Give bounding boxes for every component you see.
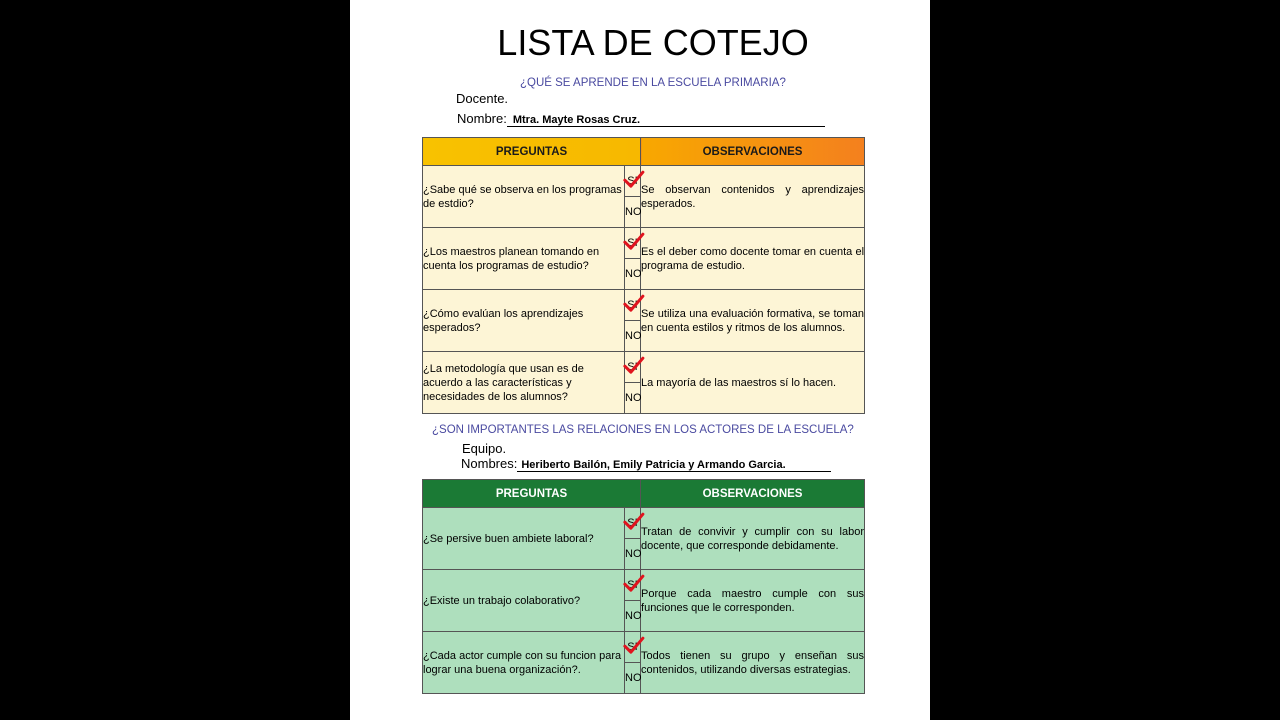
- section1-name-label: Nombre:: [457, 111, 507, 126]
- no-option-cell[interactable]: [625, 383, 641, 414]
- no-label: NO: [625, 548, 642, 560]
- no-label: NO: [625, 206, 642, 218]
- no-option-cell[interactable]: [625, 197, 641, 228]
- yes-option-cell[interactable]: [625, 166, 641, 197]
- no-option-cell[interactable]: [625, 663, 641, 694]
- no-label: NO: [625, 392, 642, 404]
- yes-option-cell[interactable]: [625, 508, 641, 539]
- document-title: LISTA DE COTEJO: [497, 22, 809, 63]
- observation-cell: Porque cada maestro cumple con sus funciones que le corresponden.: [641, 570, 865, 632]
- question-cell: ¿La metodología que usan es de acuerdo a las características y necesidades de los alumnos?: [423, 352, 625, 414]
- question-cell: ¿Cómo evalúan los aprendizajes esperados?: [423, 290, 625, 352]
- yes-label: SI: [627, 641, 638, 653]
- observation-cell: Es el deber como docente tomar en cuenta el programa de estudio.: [641, 228, 865, 290]
- question-cell: ¿Se persive buen ambiete laboral?: [423, 508, 625, 570]
- section2-subtitle: ¿SON IMPORTANTES LAS RELACIONES EN LOS ACTORES DE LA ESCUELA?: [432, 424, 854, 436]
- section2-name-label: Nombres:: [461, 456, 518, 471]
- section1-name-value: Mtra. Mayte Rosas Cruz.: [507, 114, 825, 127]
- yes-label: SI: [627, 579, 638, 591]
- no-label: NO: [625, 672, 642, 684]
- header-questions: PREGUNTAS: [423, 480, 641, 508]
- section1-name-line: [457, 111, 825, 127]
- yes-label: SI: [627, 237, 638, 249]
- no-option-cell[interactable]: [625, 259, 641, 290]
- yes-label: SI: [627, 299, 638, 311]
- section2-checklist-table: [422, 479, 865, 694]
- yes-option-cell[interactable]: [625, 352, 641, 383]
- question-cell: ¿Sabe qué se observa en los programas de estdio?: [423, 166, 625, 228]
- yes-label: SI: [627, 361, 638, 373]
- yes-option-cell[interactable]: [625, 632, 641, 663]
- table-row: [423, 632, 865, 663]
- no-label: NO: [625, 268, 642, 280]
- table-row: [423, 290, 865, 321]
- table-header-row: [423, 480, 865, 508]
- table-row: [423, 228, 865, 259]
- question-cell: ¿Los maestros planean tomando en cuenta los programas de estudio?: [423, 228, 625, 290]
- section2-name-line: [461, 456, 831, 472]
- table-row: [423, 352, 865, 383]
- header-observations: OBSERVACIONES: [641, 138, 865, 166]
- observation-cell: Tratan de convivir y cumplir con su labor docente, que corresponde debidamente.: [641, 508, 865, 570]
- observation-cell: Se observan contenidos y aprendizajes esperados.: [641, 166, 865, 228]
- yes-option-cell[interactable]: [625, 570, 641, 601]
- table-row: [423, 508, 865, 539]
- question-cell: ¿Existe un trabajo colaborativo?: [423, 570, 625, 632]
- no-option-cell[interactable]: [625, 321, 641, 352]
- no-label: NO: [625, 330, 642, 342]
- table-row: [423, 166, 865, 197]
- section1-role-label: Docente.: [456, 91, 509, 106]
- question-cell: ¿Cada actor cumple con su funcion para lograr una buena organización?.: [423, 632, 625, 694]
- section1-checklist-table: [422, 137, 865, 414]
- table-row: [423, 570, 865, 601]
- table-header-row: [423, 138, 865, 166]
- yes-label: SI: [627, 517, 638, 529]
- yes-option-cell[interactable]: [625, 290, 641, 321]
- observation-cell: La mayoría de las maestros sí lo hacen.: [641, 352, 865, 414]
- header-observations: OBSERVACIONES: [641, 480, 865, 508]
- yes-label: SI: [627, 175, 638, 187]
- section2-name-value: Heriberto Bailón, Emily Patricia y Armando Garcia.: [517, 459, 831, 472]
- no-label: NO: [625, 610, 642, 622]
- section2-role-label: Equipo.: [462, 441, 507, 456]
- observation-cell: Todos tienen su grupo y enseñan sus contenidos, utilizando diversas estrategias.: [641, 632, 865, 694]
- no-option-cell[interactable]: [625, 601, 641, 632]
- observation-cell: Se utiliza una evaluación formativa, se toman en cuenta estilos y ritmos de los alumnos.: [641, 290, 865, 352]
- header-questions: PREGUNTAS: [423, 138, 641, 166]
- section1-subtitle: ¿QUÉ SE APRENDE EN LA ESCUELA PRIMARIA?: [520, 77, 786, 89]
- no-option-cell[interactable]: [625, 539, 641, 570]
- document-page: [350, 0, 930, 720]
- yes-option-cell[interactable]: [625, 228, 641, 259]
